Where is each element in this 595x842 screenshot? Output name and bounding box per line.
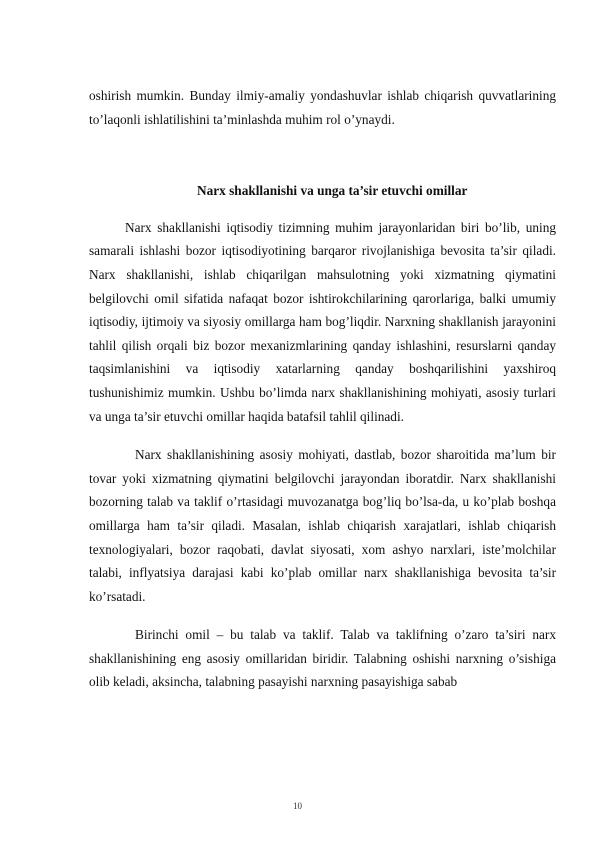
body-paragraph-3: Birinchi omil – bu talab va taklif. Talab va taklifning o’zaro ta’siri narx shakllanishining eng asosiy omillaridan biridir. Talabning oshishi narxning o’sishiga olib keladi, aksincha, talabning pasayishi narxning pasayishiga sabab xyxy=(89,627,556,690)
continuation-paragraph: oshirish mumkin. Bunday ilmiy-amaliy yondashuvlar ishlab chiqarish quvvatlarining to’laqonli ishlatilishini ta’minlashda muhim rol o’ynaydi. xyxy=(89,88,556,127)
spacer xyxy=(89,428,556,443)
spacer xyxy=(89,131,556,179)
section-heading: Narx shakllanishi va unga ta’sir etuvchi omillar xyxy=(197,183,468,199)
spacer xyxy=(89,203,556,216)
body-paragraph-2: Narx shakllanishining asosiy mohiyati, dastlab, bozor sharoitida ma’lum bir tovar yoki xizmatning qiymatini belgilovchi jarayondan iboratdir. Narx shakllanishi bozorning talab va taklif o’rtasidagi muvozanatga bog’liq bo’lsa-da, u ko’plab boshqa omillarga ham ta’sir qiladi. Masalan, ishlab chiqarish xarajatlari, ishlab chiqarish texnologiyalari, bozor raqobati, davlat siyosati, xom ashyo narxlari, iste’molchilar talabi, inflyatsiya darajasi kabi ko’plab omillar narx shakllanishiga bevosita ta’sir ko’rsatadi. xyxy=(89,447,556,604)
page-content xyxy=(89,84,556,694)
page-number: 10 xyxy=(293,801,302,811)
body-paragraph-1: Narx shakllanishi iqtisodiy tizimning muhim jarayonlaridan biri bo’lib, uning samarali ishlashi bozor iqtisodiyotining barqaror rivojlanishiga bevosita ta’sir qiladi. Narx shakllanishi, ishlab chiqarilgan mahsulotning yoki xizmatning qiymatini belgilovchi omil sifatida nafaqat bozor ishtirokchilarining qarorlariga, balki umumiy iqtisodiy, ijtimoiy va siyosiy omillarga ham bog’liqdir. Narxning shakllanish jarayonini tahlil qilish orqali biz bozor mexanizmlarining qanday ishlashini, resurslarni qanday taqsimlanishini va iqtisodiy xatarlarning qanday boshqarilishini yaxshiroq tushunishimiz mumkin. Ushbu bo’limda narx shakllanishining mohiyati, asosiy turlari va unga ta’sir etuvchi omillar haqida batafsil tahlil qilinadi. xyxy=(89,219,556,424)
spacer xyxy=(89,608,556,623)
